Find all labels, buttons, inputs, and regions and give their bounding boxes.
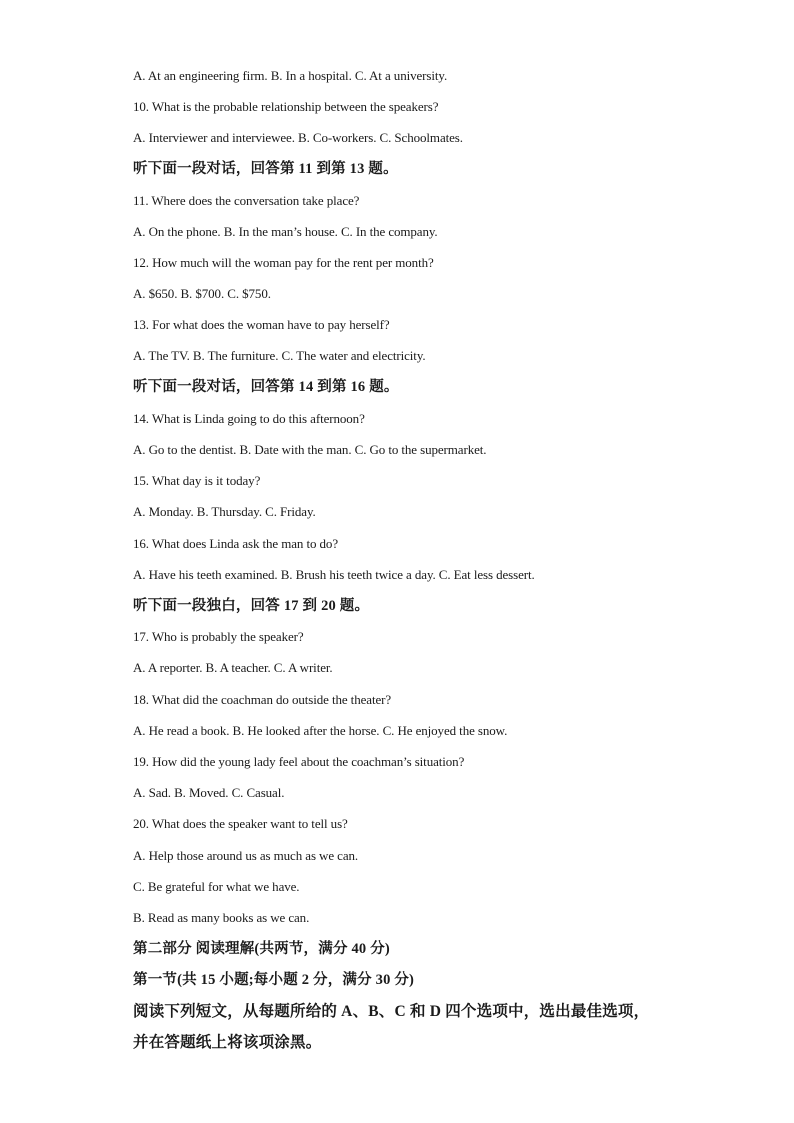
section-heading-14-16: 听下面一段对话，回答第 14 到第 16 题。 <box>133 379 399 395</box>
option-line-q19: A. Sad. B. Moved. C. Casual. <box>133 785 285 800</box>
question-11: 11. Where does the conversation take place? <box>133 193 360 208</box>
question-16: 16. What does Linda ask the man to do? <box>133 536 338 551</box>
question-10: 10. What is the probable relationship between the speakers? <box>133 99 439 114</box>
part-two-heading: 第二部分 阅读理解(共两节，满分 40 分) <box>133 941 390 957</box>
question-12: 12. How much will the woman pay for the rent per month? <box>133 255 434 270</box>
option-line-q16: A. Have his teeth examined. B. Brush his teeth twice a day. C. Eat less dessert. <box>133 567 535 582</box>
option-line-q15: A. Monday. B. Thursday. C. Friday. <box>133 504 316 519</box>
option-line-q12: A. $650. B. $700. C. $750. <box>133 286 271 301</box>
option-line-q10: A. Interviewer and interviewee. B. Co-workers. C. Schoolmates. <box>133 130 463 145</box>
option-q20-c: C. Be grateful for what we have. <box>133 879 300 894</box>
option-q20-b: B. Read as many books as we can. <box>133 910 310 925</box>
instructions-line-2: 并在答题纸上将该项涂黑。 <box>133 1034 322 1051</box>
option-line-q13: A. The TV. B. The furniture. C. The water and electricity. <box>133 348 426 363</box>
question-17: 17. Who is probably the speaker? <box>133 629 304 644</box>
question-14: 14. What is Linda going to do this afternoon? <box>133 411 365 426</box>
option-line-q9: A. At an engineering firm. B. In a hospital. C. At a university. <box>133 68 448 83</box>
section-one-heading: 第一节(共 15 小题;每小题 2 分，满分 30 分) <box>133 972 415 988</box>
question-18: 18. What did the coachman do outside the theater? <box>133 692 392 707</box>
option-line-q17: A. A reporter. B. A teacher. C. A writer. <box>133 660 333 675</box>
option-q20-a: A. Help those around us as much as we can. <box>133 848 359 863</box>
instructions-line-1: 阅读下列短文，从每题所给的 A、B、C 和 D 四个选项中，选出最佳选项， <box>133 1003 650 1020</box>
option-line-q14: A. Go to the dentist. B. Date with the man. C. Go to the supermarket. <box>133 442 487 457</box>
question-20: 20. What does the speaker want to tell us? <box>133 816 348 831</box>
section-heading-11-13: 听下面一段对话，回答第 11 到第 13 题。 <box>133 161 398 177</box>
option-line-q11: A. On the phone. B. In the man’s house. C. In the company. <box>133 224 438 239</box>
section-heading-17-20: 听下面一段独白，回答 17 到 20 题。 <box>133 598 370 614</box>
question-19: 19. How did the young lady feel about the coachman’s situation? <box>133 754 465 769</box>
option-line-q18: A. He read a book. B. He looked after the horse. C. He enjoyed the snow. <box>133 723 508 738</box>
question-13: 13. For what does the woman have to pay herself? <box>133 317 390 332</box>
question-15: 15. What day is it today? <box>133 473 261 488</box>
